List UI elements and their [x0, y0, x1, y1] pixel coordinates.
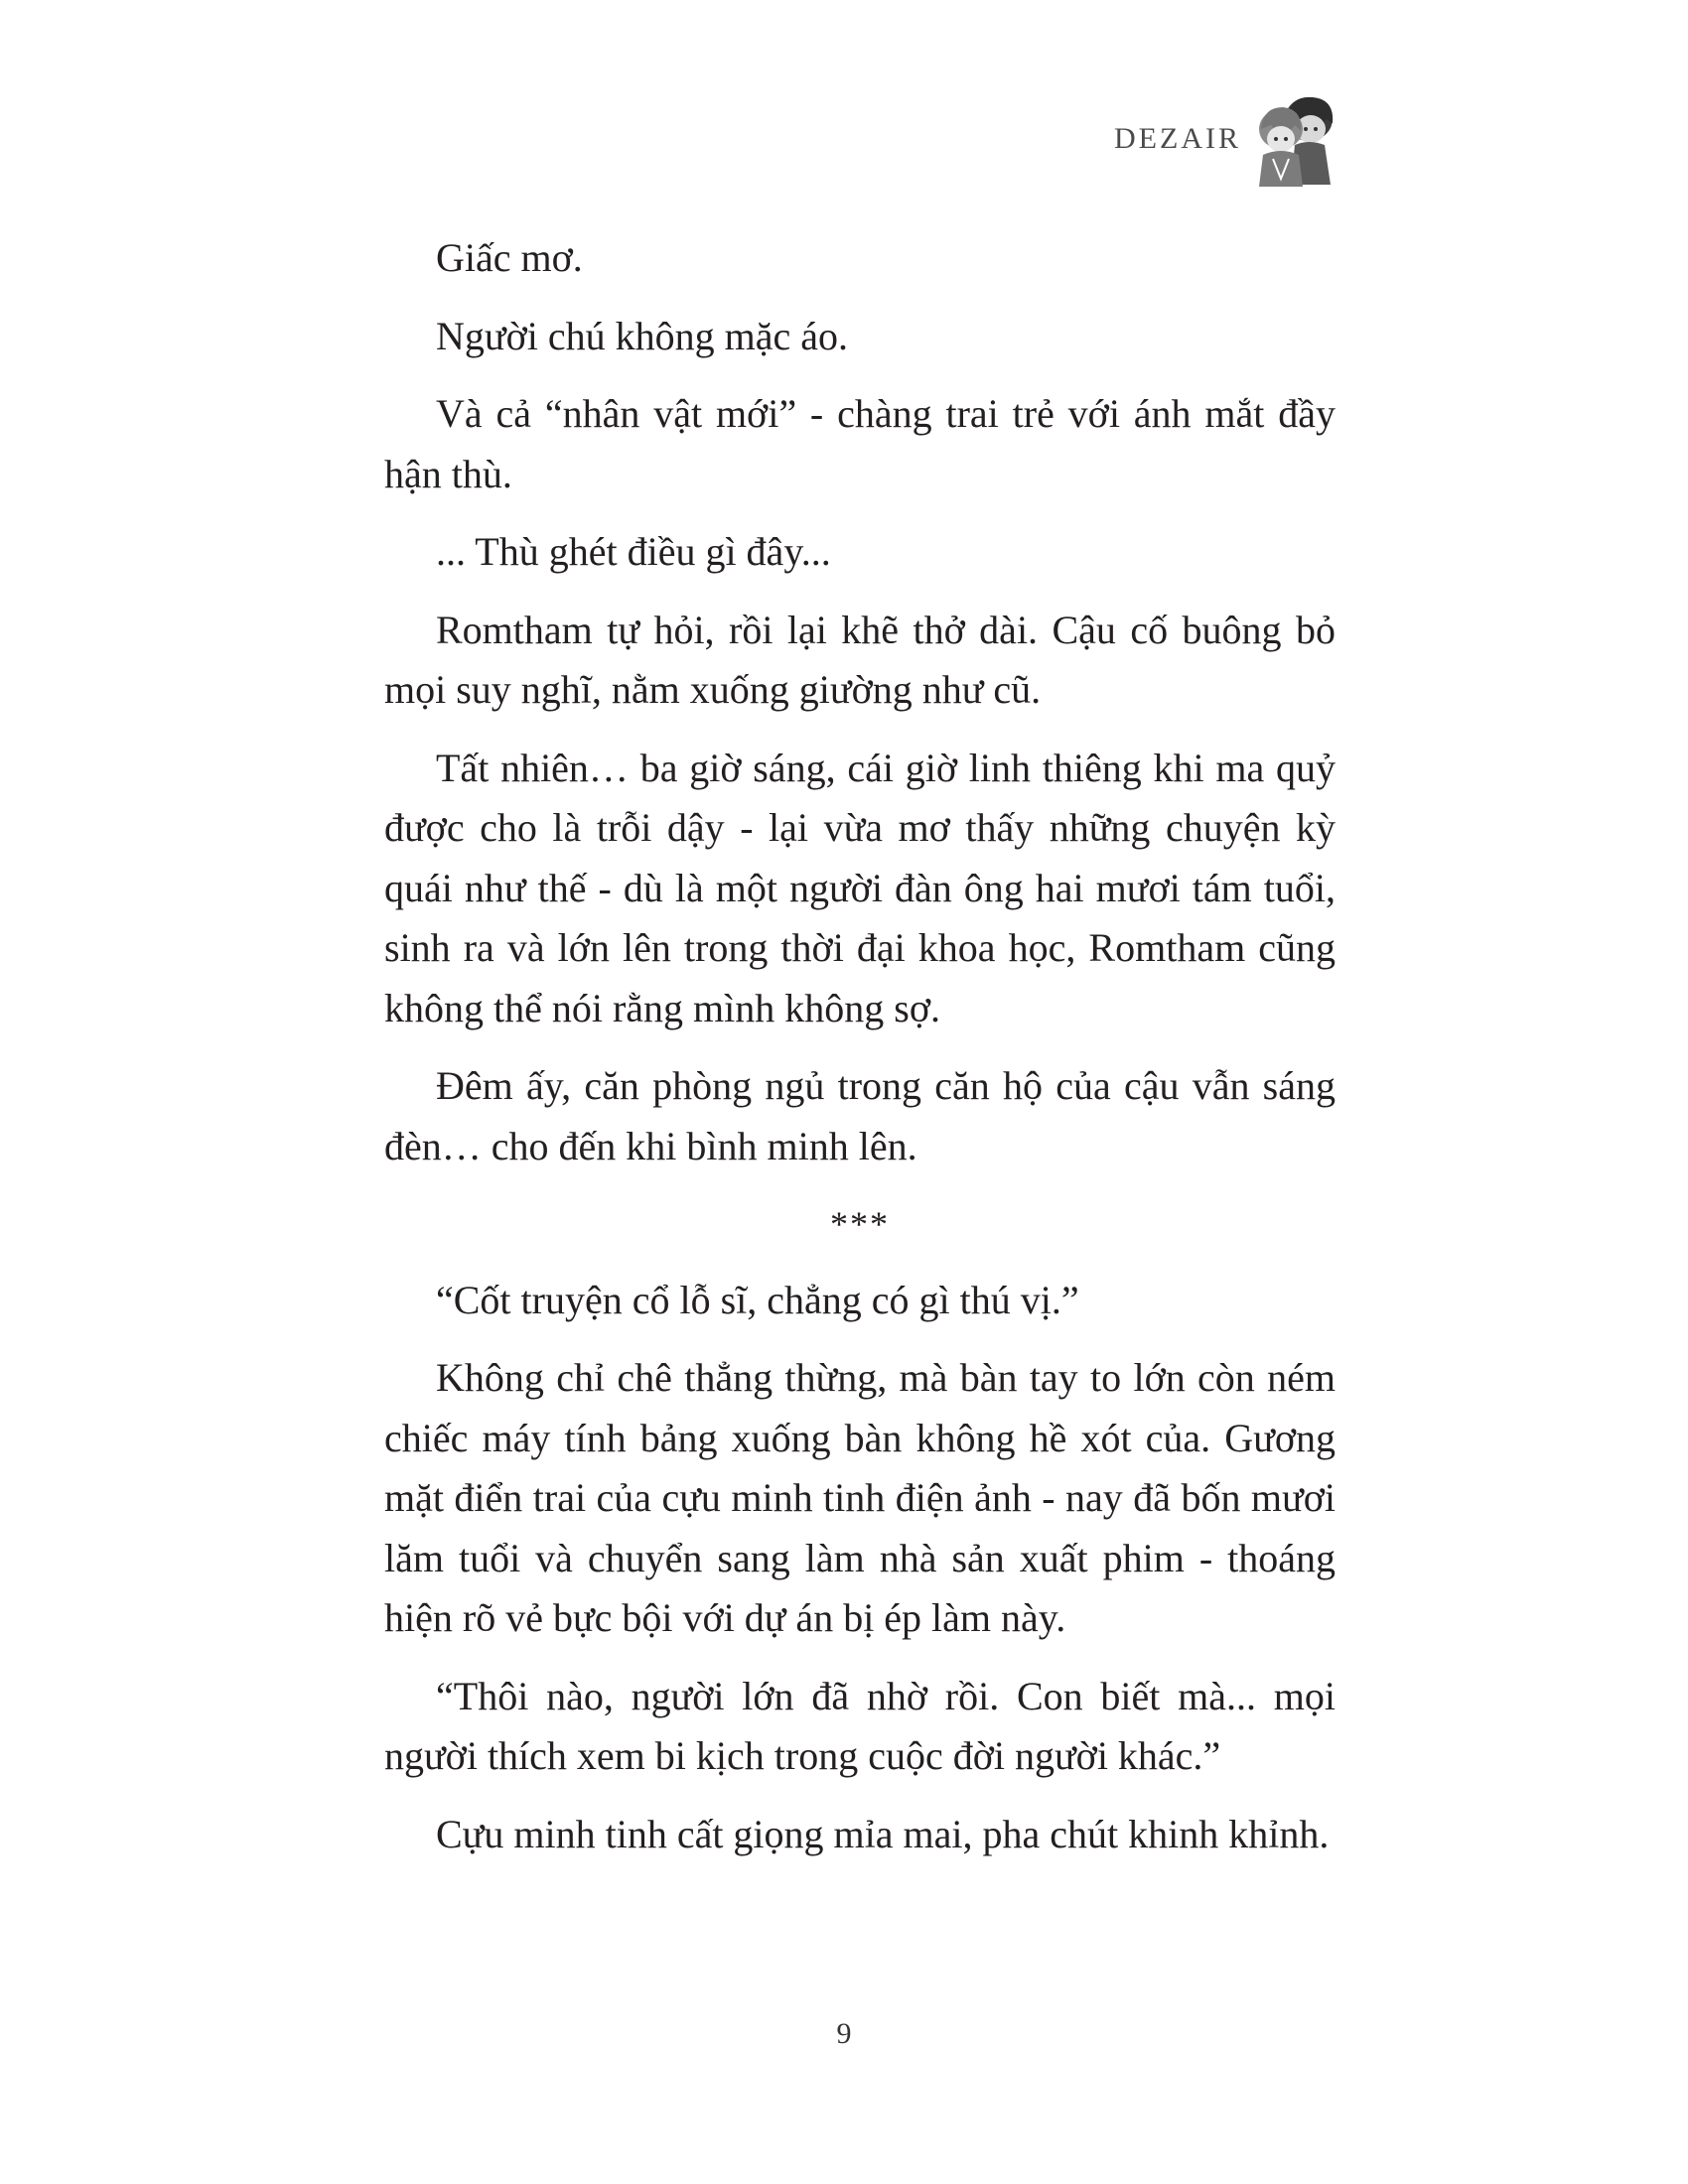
paragraph: Không chỉ chê thẳng thừng, mà bàn tay to lớn còn ném chiếc máy tính bảng xuống bàn không hề xót của. Gương mặt điển trai của cựu minh tinh điện ảnh - nay đã bốn mươi lăm tuổi và chuyển sang làm nhà sản xuất phim - thoáng hiện rõ vẻ bực bội với dự án bị ép làm này.: [384, 1355, 1336, 1640]
paragraph: Cựu minh tinh cất giọng mỉa mai, pha chút khinh khỉnh.: [436, 1811, 1330, 1856]
paragraph: Đêm ấy, căn phòng ngủ trong căn hộ của cậu vẫn sáng đèn… cho đến khi bình minh lên.: [384, 1063, 1336, 1168]
paragraph: Người chú không mặc áo.: [436, 313, 848, 358]
page-header: [1114, 89, 1342, 189]
chapter-text: [384, 228, 1336, 1882]
paragraph: Và cả “nhân vật mới” - chàng trai trẻ với ánh mắt đầy hận thù.: [384, 391, 1336, 496]
paragraph: Giấc mơ.: [436, 235, 583, 280]
scene-separator: ***: [830, 1204, 890, 1244]
paragraph: “Cốt truyện cổ lỗ sĩ, chẳng có gì thú vị.”: [436, 1277, 1079, 1322]
paragraph: Tất nhiên… ba giờ sáng, cái giờ linh thiêng khi ma quỷ được cho là trỗi dậy - lại vừa mơ thấy những chuyện kỳ quái như thế - dù là một người đàn ông hai mươi tám tuổi, sinh ra và lớn lên trong thời đại khoa học, Romtham cũng không thể nói rằng mình không sợ.: [384, 745, 1336, 1030]
brand-name: DEZAIR: [1114, 122, 1241, 155]
paragraph: ... Thù ghét điều gì đây...: [436, 529, 831, 574]
chibi-characters-logo-icon: [1251, 89, 1342, 189]
paragraph: Romtham tự hỏi, rồi lại khẽ thở dài. Cậu cố buông bỏ mọi suy nghĩ, nằm xuống giường như cũ.: [384, 607, 1336, 712]
page-number: 9: [836, 2017, 852, 2050]
paragraph: “Thôi nào, người lớn đã nhờ rồi. Con biết mà... mọi người thích xem bi kịch trong cuộc đời người khác.”: [384, 1673, 1336, 1778]
